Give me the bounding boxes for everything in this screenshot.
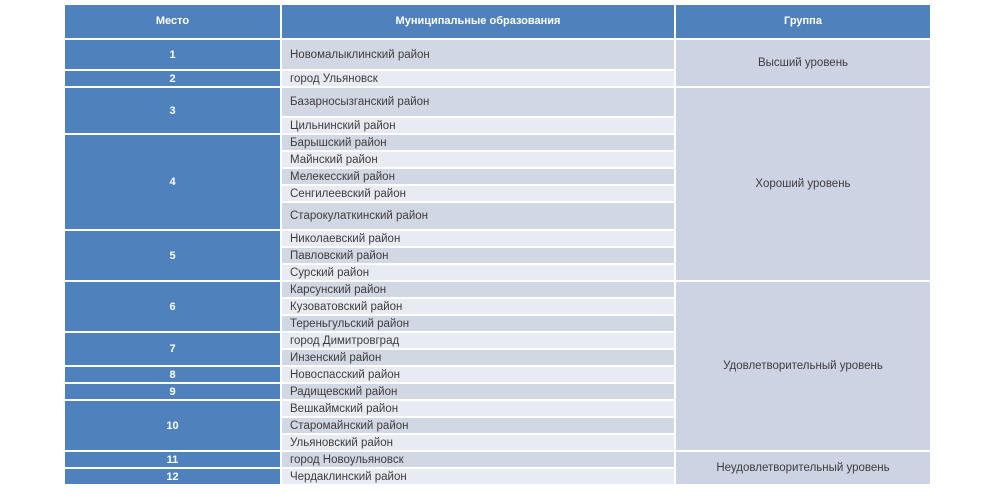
table-row bbox=[65, 282, 930, 297]
group-level-cell: Неудовлетворительный уровень bbox=[676, 452, 930, 484]
municipality-cell: Новоспасский район bbox=[282, 367, 674, 382]
place-cell: 1 bbox=[65, 40, 280, 69]
place-cell: 2 bbox=[65, 71, 280, 86]
municipality-cell: Новомалыклинский район bbox=[282, 40, 674, 69]
place-cell: 4 bbox=[65, 135, 280, 229]
municipality-cell: город Димитровград bbox=[282, 333, 674, 348]
municipality-cell: Сурский район bbox=[282, 265, 674, 280]
municipality-cell: Майнский район bbox=[282, 152, 674, 167]
place-cell: 3 bbox=[65, 88, 280, 133]
column-header-group: Группа bbox=[676, 5, 930, 38]
column-header-place: Место bbox=[65, 5, 280, 38]
municipality-cell: Радищевский район bbox=[282, 384, 674, 399]
municipality-cell: Цильнинский район bbox=[282, 118, 674, 133]
municipality-cell: Сенгилеевский район bbox=[282, 186, 674, 201]
place-cell: 7 bbox=[65, 333, 280, 365]
place-cell: 9 bbox=[65, 384, 280, 399]
municipal-ranking-table bbox=[63, 3, 932, 486]
place-cell: 6 bbox=[65, 282, 280, 331]
group-level-cell: Высший уровень bbox=[676, 40, 930, 86]
municipality-cell: Карсунский район bbox=[282, 282, 674, 297]
municipality-cell: Базарносызганский район bbox=[282, 88, 674, 116]
municipality-cell: Барышский район bbox=[282, 135, 674, 150]
municipality-cell: город Новоульяновск bbox=[282, 452, 674, 467]
municipality-cell: Вешкаймский район bbox=[282, 401, 674, 416]
municipality-cell: Николаевский район bbox=[282, 231, 674, 246]
municipality-cell: Старокулаткинский район bbox=[282, 203, 674, 229]
table-row bbox=[65, 452, 930, 467]
place-cell: 10 bbox=[65, 401, 280, 450]
municipality-cell: Старомайнский район bbox=[282, 418, 674, 433]
group-level-cell: Хороший уровень bbox=[676, 88, 930, 280]
municipality-cell: Мелекесский район bbox=[282, 169, 674, 184]
place-cell: 8 bbox=[65, 367, 280, 382]
municipality-cell: Кузоватовский район bbox=[282, 299, 674, 314]
table-row bbox=[65, 40, 930, 69]
place-cell: 5 bbox=[65, 231, 280, 280]
table-row bbox=[65, 88, 930, 116]
municipality-cell: Инзенский район bbox=[282, 350, 674, 365]
municipality-cell: Чердаклинский район bbox=[282, 469, 674, 484]
municipality-cell: город Ульяновск bbox=[282, 71, 674, 86]
table-header-row bbox=[65, 5, 930, 38]
municipality-cell: Павловский район bbox=[282, 248, 674, 263]
place-cell: 11 bbox=[65, 452, 280, 467]
group-level-cell: Удовлетворительный уровень bbox=[676, 282, 930, 450]
column-header-municipalities: Муниципальные образования bbox=[282, 5, 674, 38]
place-cell: 12 bbox=[65, 469, 280, 484]
municipality-cell: Ульяновский район bbox=[282, 435, 674, 450]
municipality-cell: Тереньгульский район bbox=[282, 316, 674, 331]
